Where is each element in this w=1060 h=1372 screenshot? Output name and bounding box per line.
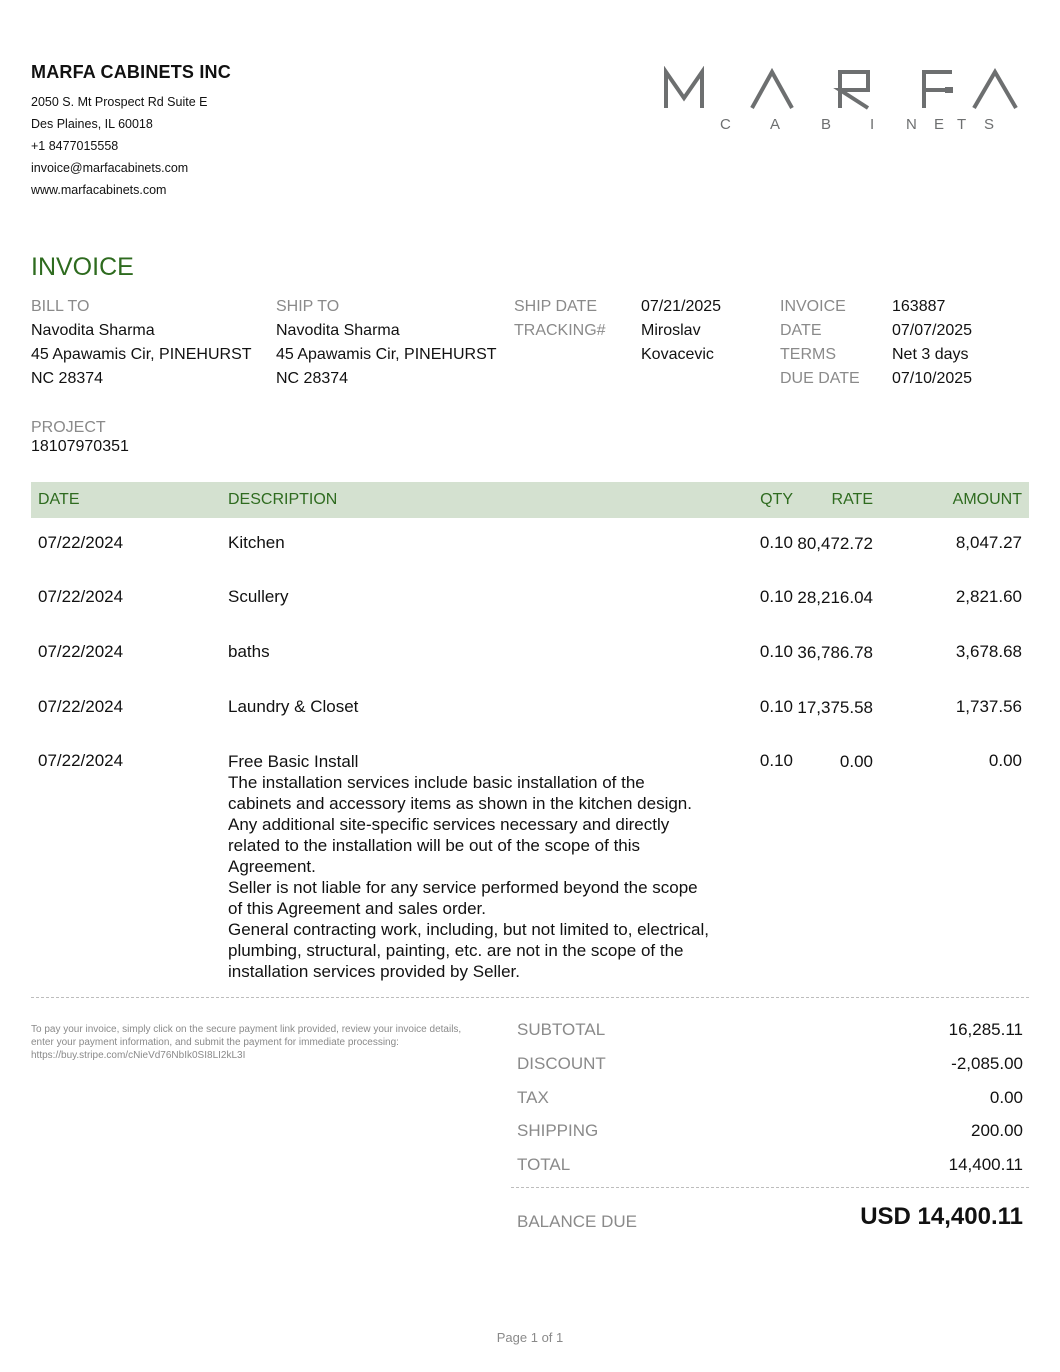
table-row-rate: 28,216.04 — [797, 588, 873, 607]
column-header-amount: AMOUNT — [952, 491, 1022, 508]
table-row-date: 07/22/2024 — [38, 587, 124, 606]
shipping-value: 200.00 — [971, 1121, 1023, 1140]
table-row-qty: 0.10 — [759, 697, 793, 716]
column-header-description: DESCRIPTION — [228, 491, 338, 508]
bill-to-address-line2: NC 28374 — [31, 370, 104, 387]
table-row-amount: 2,821.60 — [955, 587, 1022, 606]
table-row-amount: 1,737.56 — [955, 697, 1022, 716]
description-detail-line: The installation services include basic installation of the — [228, 773, 645, 792]
payment-instructions-line: enter your payment information, and submit the payment for immediate processing: — [31, 1037, 399, 1048]
table-row-amount: 8,047.27 — [955, 533, 1022, 552]
totals-divider — [511, 1187, 1029, 1188]
svg-text:N: N — [906, 116, 917, 133]
table-row-description: Free Basic Install — [228, 752, 359, 771]
ship-date-label: SHIP DATE — [514, 298, 597, 315]
table-row-qty: 0.10 — [759, 642, 793, 661]
due-date-label: DUE DATE — [780, 370, 860, 387]
invoice-title: INVOICE — [31, 253, 134, 281]
company-name: MARFA CABINETS INC — [31, 62, 231, 82]
company-address-line1: 2050 S. Mt Prospect Rd Suite E — [31, 95, 208, 109]
terms-label: TERMS — [780, 346, 836, 363]
subtotal-label: SUBTOTAL — [517, 1020, 606, 1039]
payment-instructions — [31, 1023, 471, 1062]
table-row-date: 07/22/2024 — [38, 533, 124, 552]
terms-value: Net 3 days — [892, 346, 969, 363]
table-row-rate: 0.00 — [839, 752, 873, 771]
invoice-number-label: INVOICE — [780, 298, 846, 315]
page-number: Page 1 of 1 — [496, 1330, 564, 1345]
table-row-amount: 3,678.68 — [955, 642, 1022, 661]
table-row-description: Kitchen — [228, 533, 285, 552]
subtotal-value: 16,285.11 — [948, 1020, 1023, 1039]
bill-to-name: Navodita Sharma — [31, 322, 155, 339]
shipping-label: SHIPPING — [517, 1121, 599, 1140]
table-row-description: Laundry & Closet — [228, 697, 359, 716]
description-detail-line: of this Agreement and sales order. — [228, 899, 486, 918]
tracking-value-line2: Kovacevic — [641, 346, 714, 363]
table-row-description: baths — [228, 642, 270, 661]
table-row-date: 07/22/2024 — [38, 697, 124, 716]
ship-to-address-line1: 45 Apawamis Cir, PINEHURST — [276, 346, 497, 363]
column-header-rate: RATE — [831, 491, 873, 508]
table-row-rate: 36,786.78 — [797, 643, 873, 662]
balance-due-label: BALANCE DUE — [517, 1212, 637, 1231]
bill-to-address-line1: 45 Apawamis Cir, PINEHURST — [31, 346, 252, 363]
ship-to-name: Navodita Sharma — [276, 322, 400, 339]
column-header-qty: QTY — [760, 491, 793, 508]
balance-due-value: USD 14,400.11 — [860, 1203, 1023, 1230]
company-website[interactable]: www.marfacabinets.com — [31, 183, 167, 197]
description-detail-line: General contracting work, including, but not limited to, electrical, — [228, 920, 709, 939]
table-row-description-block — [228, 751, 728, 982]
description-detail-line: Agreement. — [228, 857, 316, 876]
line-items-table-header — [31, 482, 1029, 518]
payment-link[interactable]: https://buy.stripe.com/cNieVd76NbIk0SI8LI2kL3I — [31, 1050, 246, 1061]
table-bottom-divider — [31, 997, 1029, 998]
invoice-date-label: DATE — [780, 322, 822, 339]
description-detail-line: installation services provided by Seller. — [228, 962, 520, 981]
discount-value: -2,085.00 — [951, 1054, 1023, 1073]
ship-to-address-line2: NC 28374 — [276, 370, 349, 387]
tax-label: TAX — [517, 1088, 549, 1107]
payment-instructions-line: To pay your invoice, simply click on the secure payment link provided, review your invoice details, — [31, 1024, 462, 1035]
svg-text:I: I — [870, 116, 875, 133]
bill-to-label: BILL TO — [31, 298, 90, 315]
svg-text:C: C — [720, 116, 731, 133]
total-label: TOTAL — [517, 1155, 571, 1174]
due-date-value: 07/10/2025 — [892, 370, 973, 387]
table-row-rate: 80,472.72 — [797, 534, 873, 553]
description-detail-line: cabinets and accessory items as shown in the kitchen design. — [228, 794, 692, 813]
svg-text:A: A — [770, 116, 781, 133]
project-label: PROJECT — [31, 419, 106, 436]
company-address-line2: Des Plaines, IL 60018 — [31, 117, 153, 131]
invoice-date-value: 07/07/2025 — [892, 322, 973, 339]
company-email[interactable]: invoice@marfacabinets.com — [31, 161, 189, 175]
svg-text:T: T — [957, 116, 967, 133]
column-header-date: DATE — [38, 491, 80, 508]
tracking-label: TRACKING# — [514, 322, 606, 339]
description-detail-line: related to the installation will be out of the scope of this — [228, 836, 641, 855]
description-detail-line: Any additional site-specific services necessary and directly — [228, 815, 670, 834]
table-row-date: 07/22/2024 — [38, 642, 124, 661]
ship-date-value: 07/21/2025 — [641, 298, 722, 315]
svg-text:B: B — [821, 116, 832, 133]
table-row-amount: 0.00 — [988, 751, 1022, 770]
table-row-description: Scullery — [228, 587, 289, 606]
table-row-date: 07/22/2024 — [38, 751, 124, 770]
table-row-qty: 0.10 — [759, 587, 793, 606]
svg-text:S: S — [984, 116, 995, 133]
svg-text:E: E — [934, 116, 945, 133]
description-detail-line: Seller is not liable for any service performed beyond the scope — [228, 878, 698, 897]
invoice-number-value: 163887 — [892, 298, 946, 315]
table-row-rate: 17,375.58 — [797, 698, 873, 717]
project-value: 18107970351 — [31, 438, 129, 455]
ship-to-label: SHIP TO — [276, 298, 340, 315]
marfa-cabinets-logo — [662, 66, 1022, 136]
company-phone: +1 8477015558 — [31, 139, 119, 153]
tax-value: 0.00 — [989, 1088, 1023, 1107]
description-detail-line: plumbing, structural, painting, etc. are not in the scope of the — [228, 941, 684, 960]
total-value: 14,400.11 — [948, 1155, 1023, 1174]
table-row-qty: 0.10 — [759, 533, 793, 552]
discount-label: DISCOUNT — [517, 1054, 606, 1073]
tracking-value-line1: Miroslav — [641, 322, 701, 339]
table-row-qty: 0.10 — [759, 751, 793, 770]
